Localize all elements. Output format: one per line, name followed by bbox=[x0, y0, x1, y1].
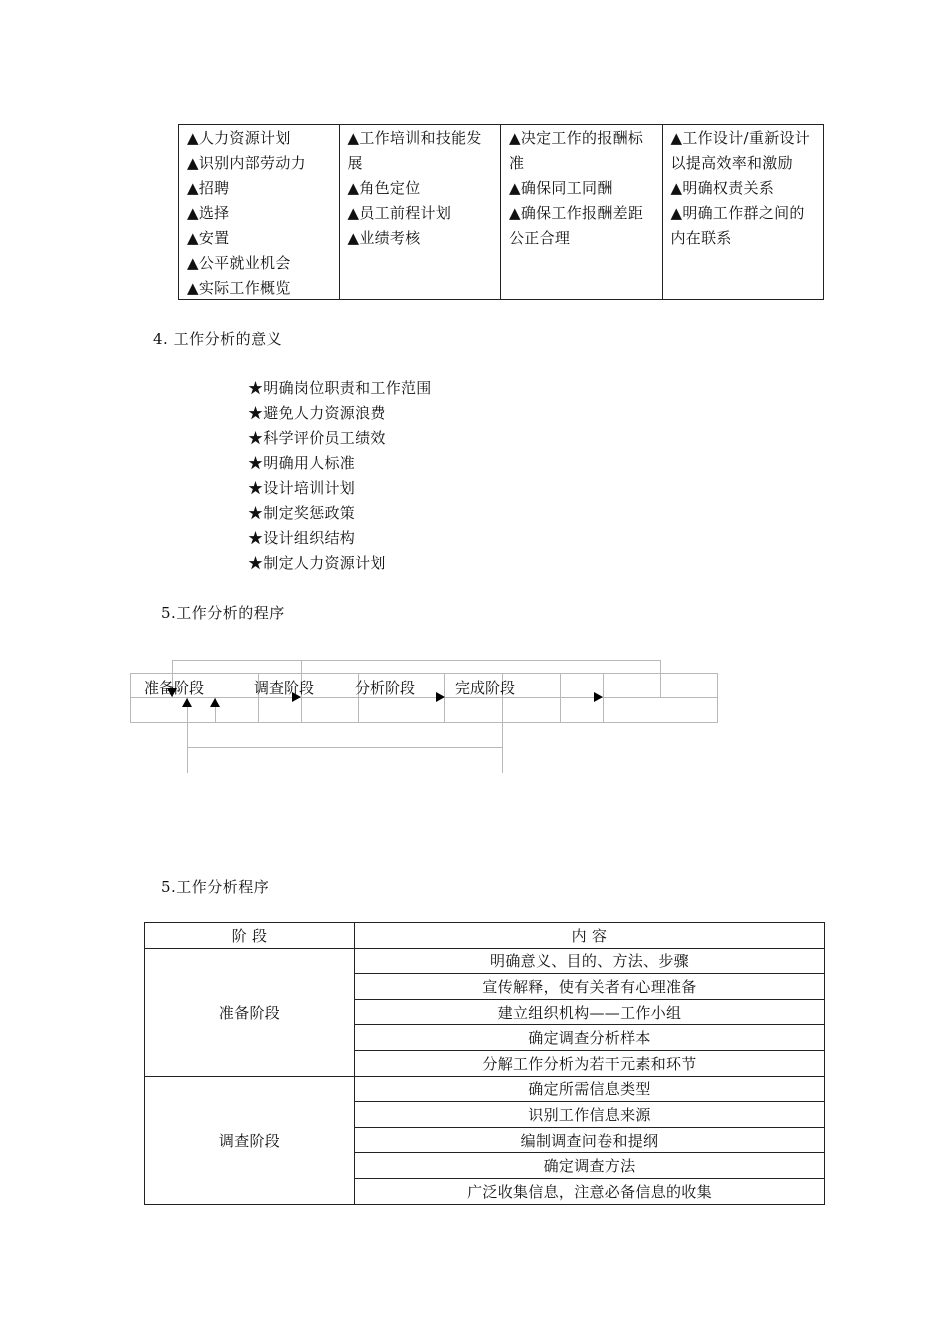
content-cell: 分解工作分析为若干元素和环节 bbox=[355, 1050, 825, 1076]
arrow-down-icon bbox=[167, 688, 177, 697]
arrow-right-icon bbox=[292, 692, 301, 702]
content-cell: 确定调查方法 bbox=[355, 1153, 825, 1179]
content-cell: 明确意义、目的、方法、步骤 bbox=[355, 948, 825, 974]
list-item: ★制定奖惩政策 bbox=[248, 504, 356, 522]
column-header: 阶 段 bbox=[145, 923, 355, 949]
arrow-up-icon bbox=[182, 698, 192, 707]
content-cell: 广泛收集信息，注意必备信息的收集 bbox=[355, 1178, 825, 1204]
list-item: ▲角色定位 bbox=[347, 179, 421, 197]
list-item: ▲决定工作的报酬标准 bbox=[509, 129, 644, 172]
flow-stage: 分析阶段 bbox=[355, 679, 416, 697]
list-item: ▲选择 bbox=[187, 204, 230, 222]
list-item: ▲明确工作群之间的内在联系 bbox=[670, 204, 805, 247]
arrow-right-icon bbox=[436, 692, 445, 702]
table-column bbox=[179, 125, 340, 299]
table-row bbox=[145, 1076, 825, 1102]
list-item: ▲人力资源计划 bbox=[187, 129, 291, 147]
content-cell: 建立组织机构——工作小组 bbox=[355, 999, 825, 1025]
section-heading: 5.工作分析程序 bbox=[161, 878, 270, 896]
table-row bbox=[145, 948, 825, 974]
list-item: ▲明确权责关系 bbox=[670, 179, 775, 197]
list-item: ★科学评价员工绩效 bbox=[248, 429, 386, 447]
list-item: ▲确保同工同酬 bbox=[509, 179, 613, 197]
list-item: ▲员工前程计划 bbox=[347, 204, 452, 222]
arrow-right-icon bbox=[594, 692, 603, 702]
list-item: ▲业绩考核 bbox=[347, 229, 421, 247]
list-item: ▲工作培训和技能发展 bbox=[347, 129, 482, 172]
flow-stage: 完成阶段 bbox=[455, 679, 516, 697]
arrow-up-icon bbox=[210, 698, 220, 707]
column-header: 内 容 bbox=[355, 923, 825, 949]
table-column bbox=[663, 125, 824, 299]
content-cell: 确定调查分析样本 bbox=[355, 1025, 825, 1051]
procedure-table bbox=[144, 922, 825, 1205]
list-item: ▲确保工作报酬差距公正合理 bbox=[509, 204, 644, 247]
list-item: ★制定人力资源计划 bbox=[248, 554, 386, 572]
list-item: ▲实际工作概览 bbox=[187, 279, 291, 297]
list-item: ★明确用人标准 bbox=[248, 454, 356, 472]
list-item: ★明确岗位职责和工作范围 bbox=[248, 379, 432, 397]
significance-list bbox=[248, 376, 432, 576]
section-heading: 4. 工作分析的意义 bbox=[153, 330, 283, 348]
list-item: ▲安置 bbox=[187, 229, 230, 247]
flow-stage: 准备阶段 bbox=[144, 679, 205, 697]
list-item: ▲工作设计/重新设计以提高效率和激励 bbox=[670, 129, 811, 172]
flow-stage: 调查阶段 bbox=[254, 679, 315, 697]
stage-cell: 调查阶段 bbox=[145, 1076, 355, 1204]
list-item: ▲识别内部劳动力 bbox=[187, 154, 306, 172]
role-table bbox=[178, 124, 824, 300]
list-item: ▲公平就业机会 bbox=[187, 254, 291, 272]
content-cell: 编制调查问卷和提纲 bbox=[355, 1127, 825, 1153]
content-cell: 宣传解释，使有关者有心理准备 bbox=[355, 974, 825, 1000]
list-item: ▲招聘 bbox=[187, 179, 230, 197]
table-column bbox=[340, 125, 502, 299]
list-item: ★设计培训计划 bbox=[248, 479, 356, 497]
table-header-row bbox=[145, 923, 825, 949]
content-cell: 确定所需信息类型 bbox=[355, 1076, 825, 1102]
stage-cell: 准备阶段 bbox=[145, 948, 355, 1076]
content-cell: 识别工作信息来源 bbox=[355, 1102, 825, 1128]
table-column bbox=[501, 125, 663, 299]
list-item: ★避免人力资源浪费 bbox=[248, 404, 386, 422]
section-heading: 5.工作分析的程序 bbox=[161, 604, 285, 622]
list-item: ★设计组织结构 bbox=[248, 529, 356, 547]
